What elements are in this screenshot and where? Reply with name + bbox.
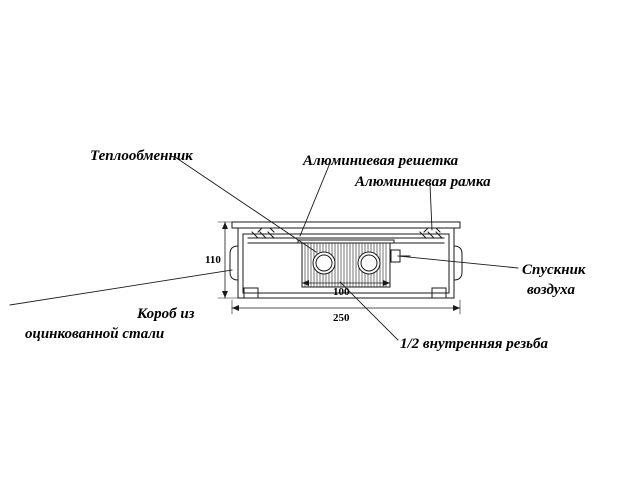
label-air-vent-line1: Спускник bbox=[522, 262, 586, 278]
dimension-height-110: 110 bbox=[205, 254, 221, 266]
label-aluminium-frame: Алюминиевая рамка bbox=[355, 174, 491, 190]
label-aluminium-grille: Алюминиевая решетка bbox=[303, 153, 459, 169]
label-heat-exchanger: Теплообменник bbox=[90, 148, 193, 164]
label-galvanised-box-line2: оцинкованной стали bbox=[25, 326, 165, 342]
dimension-width-250: 250 bbox=[333, 312, 350, 324]
label-internal-thread: 1/2 внутренняя резьба bbox=[400, 336, 548, 352]
label-galvanised-box-line1: Короб из bbox=[137, 306, 195, 322]
label-air-vent-line2: воздуха bbox=[527, 282, 575, 298]
dimension-width-100: 100 bbox=[333, 286, 350, 298]
